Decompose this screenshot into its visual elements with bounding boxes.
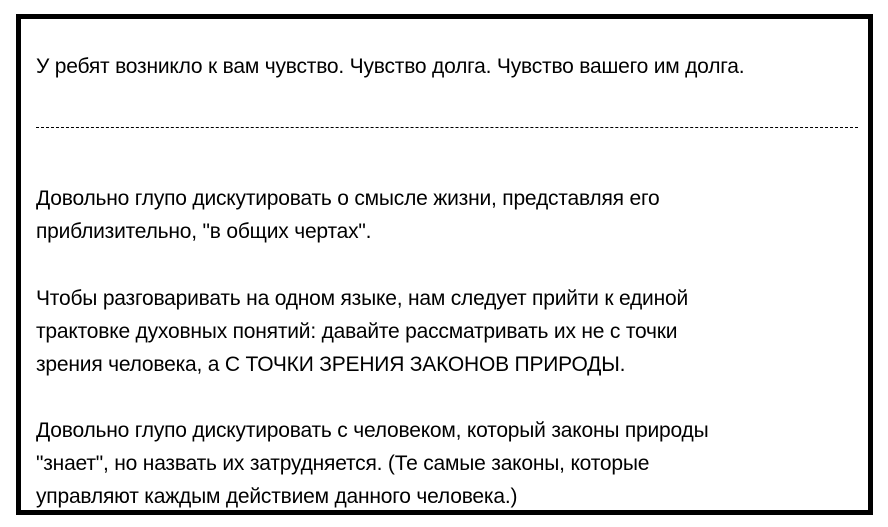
paragraph-2-line-3: зрения человека, а С ТОЧКИ ЗРЕНИЯ ЗАКОНОВ ПРИРОДЫ. xyxy=(36,353,626,376)
paragraph-3-line-3: управляют каждым действием данного человека.) xyxy=(36,485,518,508)
paragraph-3-line-2: "знает", но назвать их затрудняется. (Те самые законы, которые xyxy=(36,452,650,475)
paragraph-2-line-2: трактовке духовных понятий: давайте рассматривать их не с точки xyxy=(36,320,678,343)
paragraph-1-line-2: приблизительно, "в общих чертах". xyxy=(36,220,372,243)
paragraph-2-line-1: Чтобы разговаривать на одном языке, нам следует прийти к единой xyxy=(36,287,688,310)
paragraph-1-line-1: Довольно глупо дискутировать о смысле жизни, представляя его xyxy=(36,187,660,210)
paragraph-3-line-1: Довольно глупо дискутировать с человеком, который законы природы xyxy=(36,419,709,442)
intro-line: У ребят возникло к вам чувство. Чувство долга. Чувство вашего им долга. xyxy=(36,55,745,78)
text-frame xyxy=(16,14,873,515)
dashed-divider xyxy=(36,127,858,128)
